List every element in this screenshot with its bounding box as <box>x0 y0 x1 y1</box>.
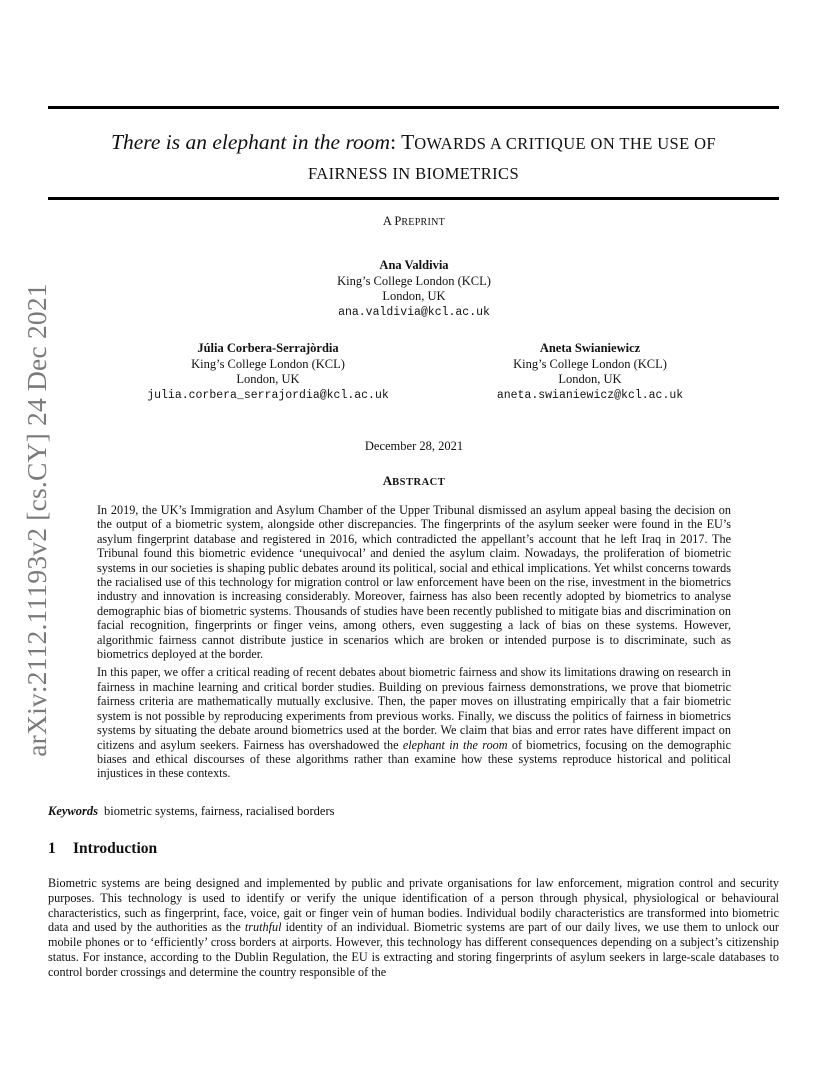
abstract-heading-rest: BSTRACT <box>392 477 446 488</box>
abstract-heading-initial: A <box>382 473 393 488</box>
abstract-p2-text-end: of biometrics, focusing on the demographic biases and ethical discourses of these algorithms rather than examine how these systems reproduce historical and political injustices in these contexts. <box>97 737 731 781</box>
abstract-p2-emphasis: elephant in the room <box>402 737 508 752</box>
author-location: London, UK <box>558 372 622 386</box>
author-location: London, UK <box>382 289 446 303</box>
title-italic-part: There is an elephant in the room <box>111 130 391 154</box>
title-smallcaps-rest: OWARDS A CRITIQUE ON THE USE OF <box>414 134 716 153</box>
preprint-p: P <box>394 214 402 228</box>
abstract-heading <box>0 473 828 489</box>
author-location: London, UK <box>236 372 300 386</box>
introduction-paragraph <box>48 876 779 980</box>
author-block <box>440 341 740 403</box>
preprint-a: A <box>382 214 395 228</box>
author-email: julia.corbera_serrajordia@kcl.ac.uk <box>147 388 389 402</box>
author-block <box>264 258 564 320</box>
title-smallcaps-initial: T <box>401 130 415 154</box>
title-bottom-rule <box>48 197 779 200</box>
author-affiliation: King’s College London (KCL) <box>191 356 345 371</box>
intro-text-end: identity of an individual. Biometric systems are part of our daily lives, we use them to unlock our mobile phones or to ‘efficiently’ cross borders at airports. However, this technology has different consequences depending on a subject’s citizenship status. For instance, according to the Dublin Regulation, the EU is extracting and storing fingerprints of asylum seekers in large-scale databases to control border crossings and determine the country responsible of the <box>48 920 779 979</box>
author-email: ana.valdivia@kcl.ac.uk <box>338 305 490 319</box>
author-email: aneta.swianiewicz@kcl.ac.uk <box>496 388 684 402</box>
section-heading <box>48 840 157 858</box>
title-line-2: FAIRNESS IN BIOMETRICS <box>307 164 520 183</box>
intro-text: Biometric systems are being designed and implemented by public and private organisations for law enforcement, migration control and security purposes. This technology is used to identify or verify the unique identification of a person through physical, physiological or behavioural characteristics, such as fingerprint, face, voice, gait or finger vein of human bodies. Individual bodily characteristics are transformed into biometric data and used by the authorities as the <box>48 876 779 935</box>
author-block <box>118 341 418 403</box>
author-affiliation: King’s College London (KCL) <box>337 273 491 288</box>
preprint-rest: REPRINT <box>401 217 446 228</box>
intro-emphasis: truthful <box>244 920 282 935</box>
section-number: 1 <box>48 840 56 857</box>
author-name: Júlia Corbera-Serrajòrdia <box>197 341 339 355</box>
keywords-text: biometric systems, fairness, racialised borders <box>104 804 335 818</box>
author-affiliation: King’s College London (KCL) <box>513 356 667 371</box>
arxiv-identifier: arXiv:2112.11193v2 [cs.CY] 24 Dec 2021 <box>21 283 52 757</box>
section-title: Introduction <box>73 840 158 857</box>
abstract-p2-text: In this paper, we offer a critical reading of recent debates about biometric fairness and show its limitations drawing on research in fairness in machine learning and critical border studies. Building on previous fairness demonstrations, we prove that biometric fairness criteria are mathematically mutually exclusive. Then, the paper moves on illustrating empirically that a fair biometric system is not possible by reproducing experiments from previous works. Finally, we discuss the politics of fairness in biometrics systems by situating the debate around biometrics used at the border. We claim that bias and error rates have different impact on citizens and asylum seekers. Fairness has overshadowed the <box>97 665 731 752</box>
keywords-line <box>48 804 779 819</box>
author-name: Aneta Swianiewicz <box>539 341 641 355</box>
title-top-rule <box>48 106 779 109</box>
abstract-paragraph-1: In 2019, the UK’s Immigration and Asylum Chamber of the Upper Tribunal dismissed an asylum appeal basing the decision on the output of a biometric system, alongside other discrepancies. The fingerprints of the asylum seeker were found in the EU’s asylum fingerprint database and registered in 2016, which contradicted the appellant’s account that he left Iraq in 2017. The Tribunal found this biometric evidence ‘unequivocal’ and denied the asylum claim. Nowadays, the proliferation of biometric systems in our societies is shaping public debates around its political, social and ethical implications. Yet whilst concerns towards the racialised use of this technology for migration control or law enforcement have been on the rise, investment in the biometrics industry and innovation is increasing considerably. Moreover, fairness has also been recently adopted by biometrics to analyse demographic bias of biometric systems. Thousands of studies have been recently published to mitigate bias and discrimination on facial recognition, fingerprints or finger veins, among others, even suggesting a lack of bias on these systems. However, algorithmic fairness cannot distribute justice in scenarios which are broken or intended purpose is to discriminate, such as biometrics deployed at the border. <box>97 503 731 662</box>
abstract-body <box>97 503 731 785</box>
author-name: Ana Valdivia <box>379 258 449 272</box>
paper-title <box>48 128 779 188</box>
preprint-label <box>0 214 828 229</box>
abstract-paragraph-2 <box>97 665 731 780</box>
publication-date: December 28, 2021 <box>364 439 464 453</box>
title-colon: : <box>390 130 397 154</box>
keywords-label: Keywords <box>48 804 98 818</box>
